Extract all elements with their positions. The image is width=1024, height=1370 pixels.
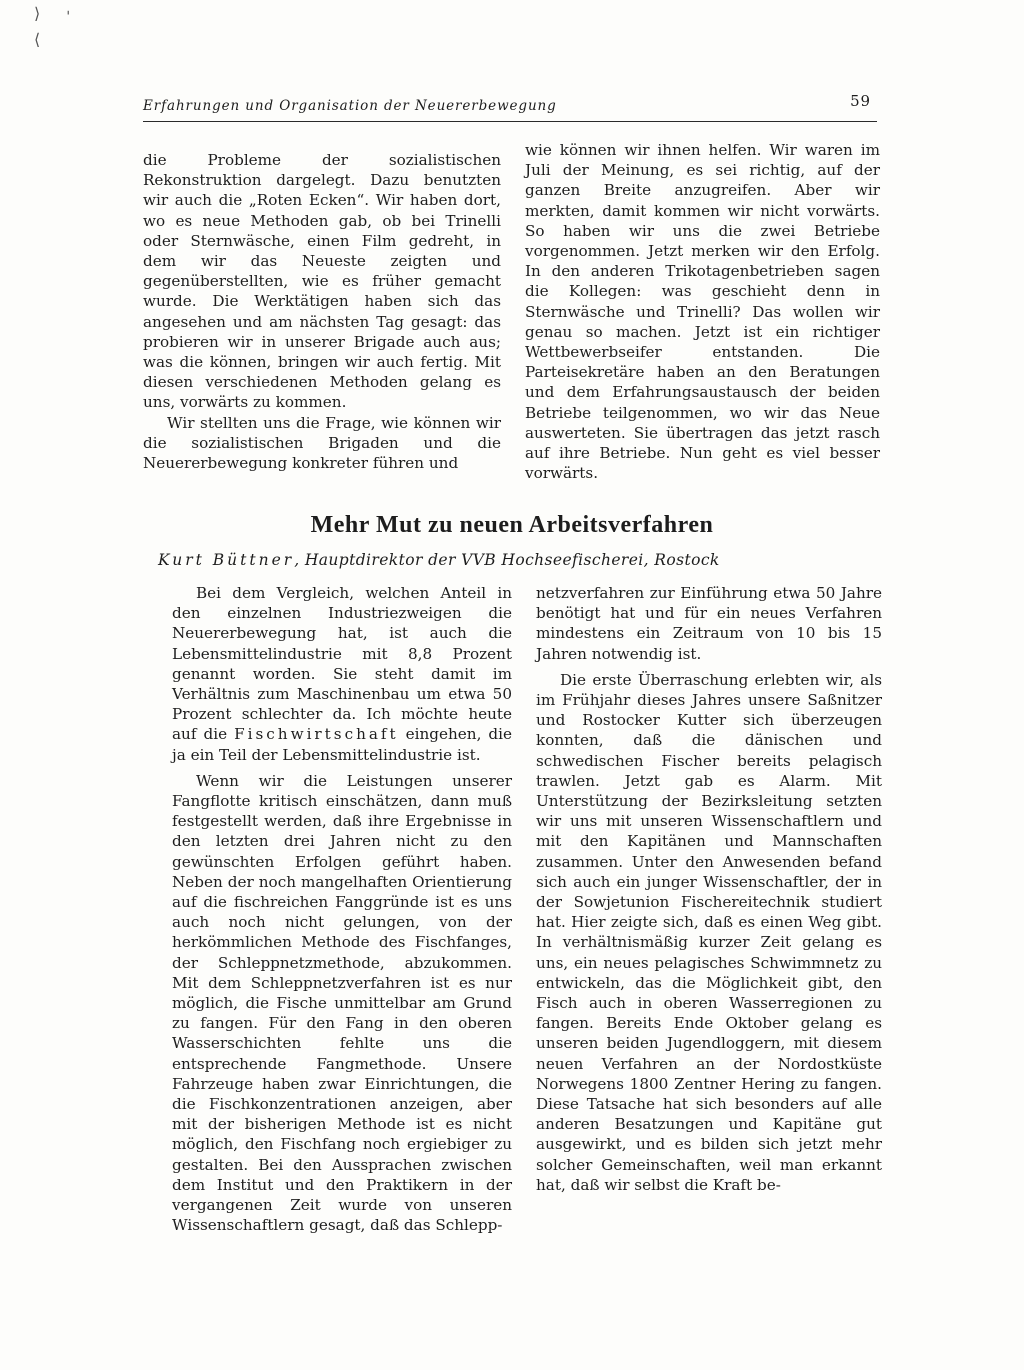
section1-column-right bbox=[525, 140, 880, 483]
page-number: 59 bbox=[850, 92, 871, 110]
paragraph: Wenn wir die Leistungen unserer Fangflotte kritisch einschätzen, dann muß festgestellt werden, daß ihre Ergebnisse in den letzten drei Jahren nicht zu den gewünschten Erfolgen geführt haben. Neben der noch mangelhaften Orientierung auf die fischreichen Fanggründe ist es uns auch noch nicht gelungen, von der herkömmlichen Methode des Fischfanges, der Schleppnetzmethode, abzukommen. Mit dem Schleppnetzverfahren ist es nur möglich, die Fische unmittelbar am Grund zu fangen. Für den Fang in den oberen Wasserschichten fehlte uns die entsprechende Fangmethode. Unsere Fahrzeuge haben zwar Einrichtungen, die die Fischkonzentrationen anzeigen, aber mit der bisherigen Methode ist es nicht möglich, den Fischfang noch ergiebiger zu gestalten. Bei den Aussprachen zwischen dem Institut und den Praktikern in der vergangenen Zeit wurde von unseren Wissenschaftlern gesagt, daß das Schlepp- bbox=[172, 771, 512, 1235]
article-heading: Mehr Mut zu neuen Arbeitsverfahren bbox=[310, 512, 714, 538]
emphasized-term: Fischwirtschaft bbox=[234, 725, 399, 744]
margin-mark: ⟨ bbox=[34, 30, 41, 49]
section1-column-left bbox=[143, 150, 501, 473]
article-column-right bbox=[536, 583, 882, 1195]
author-name: Kurt Büttner bbox=[158, 551, 295, 569]
paragraph: netzverfahren zur Einführung etwa 50 Jahre benötigt hat und für ein neues Verfahren mindestens ein Zeitraum von 10 bis 15 Jahren notwendig ist. bbox=[536, 584, 882, 663]
paragraph: Die erste Überraschung erlebten wir, als im Frühjahr dieses Jahres unsere Saßnitzer und Rostocker Kutter sich überzeugen konnten, daß die dänischen und schwedischen Fischer bereits pelagisch trawlen. Jetzt gab es Alarm. Mit Unterstützung der Bezirksleitung setzten wir uns mit unseren Wissenschaftlern und mit den Kapitänen und Mannschaften zusammen. Unter den Anwesenden befand sich auch ein junger Wissenschaftler, der in der Sowjetunion Fischereitechnik studiert hat. Hier zeigte sich, daß es einen Weg gibt. In verhältnismäßig kurzer Zeit gelang es uns, ein neues pelagisches Schwimmnetz zu entwickeln, das die Möglichkeit gibt, den Fisch auch in oberen Wasserregionen zu fangen. Bereits Ende Oktober gelang es unseren beiden Jugendloggern, mit diesem neuen Verfahren an der Nordostküste Norwegens 1800 Zentner Hering zu fangen. Diese Tatsache hat sich besonders auf alle anderen Besatzungen und Kapitäne gut ausgewirkt, und es bilden sich jetzt mehr solcher Gemeinschaften, weil man erkannt hat, daß wir selbst die Kraft be- bbox=[536, 670, 882, 1194]
paragraph bbox=[172, 583, 512, 765]
margin-mark: ˈ bbox=[66, 8, 71, 27]
paragraph-text: eingehen, die ja ein Teil der Lebensmittelindustrie ist. bbox=[172, 725, 512, 764]
paragraph: Wir stellten uns die Frage, wie können wir die sozialistischen Brigaden und die Neuererbewegung konkreter führen und bbox=[143, 413, 501, 473]
author-role: , Hauptdirektor der VVB Hochseefischerei, Rostock bbox=[294, 551, 720, 569]
running-head-title: Erfahrungen und Organisation der Neuererbewegung bbox=[143, 98, 557, 114]
header-rule bbox=[143, 121, 877, 122]
running-head bbox=[143, 92, 883, 116]
article-column-left bbox=[172, 583, 512, 1236]
article-byline bbox=[158, 551, 878, 569]
paragraph-text: Bei dem Vergleich, welchen Anteil in den einzelnen Industriezweigen die Neuererbewegung hat, ist auch die Lebensmittelindustrie mit 8,8 Prozent genannt worden. Sie steht damit im Verhältnis zum Maschinenbau um etwa 50 Prozent schlechter da. Ich möchte heute auf die bbox=[172, 584, 512, 744]
paragraph: die Probleme der sozialistischen Rekonstruktion dargelegt. Dazu benutzten wir auch die „Roten Ecken“. Wir haben dort, wo es neue Methoden gab, ob bei Trinelli oder Sternwäsche, einen Film gedreht, in dem wir das Neueste zeigten und gegenüberstellten, wie es früher gemacht wurde. Die Werktätigen haben sich das angesehen und am nächsten Tag gesagt: das probieren wir in unserer Brigade auch aus; was die können, bringen wir auch fertig. Mit diesen verschiedenen Methoden gelang es uns, vorwärts zu kommen. bbox=[143, 151, 501, 412]
paragraph: wie können wir ihnen helfen. Wir waren im Juli der Meinung, es sei richtig, auf der ganzen Breite anzugreifen. Aber wir merkten, damit kommen wir nicht vorwärts. So haben wir uns die zwei Betriebe vorgenommen. Jetzt merken wir den Erfolg. In den anderen Trikotagenbetrieben sagen die Kollegen: was geschieht denn in Sternwäsche und Trinelli? Das wollen wir genau so machen. Jetzt ist ein richtiger Wettbewerbseifer entstanden. Die Parteisekretäre haben an den Beratungen und dem Erfahrungsaustausch der beiden Betriebe teilgenommen, wo wir das Neue auswerteten. Sie übertragen das jetzt rasch auf ihre Betriebe. Nun geht es viel besser vorwärts. bbox=[525, 141, 880, 483]
margin-mark: ⟩ bbox=[34, 4, 41, 23]
